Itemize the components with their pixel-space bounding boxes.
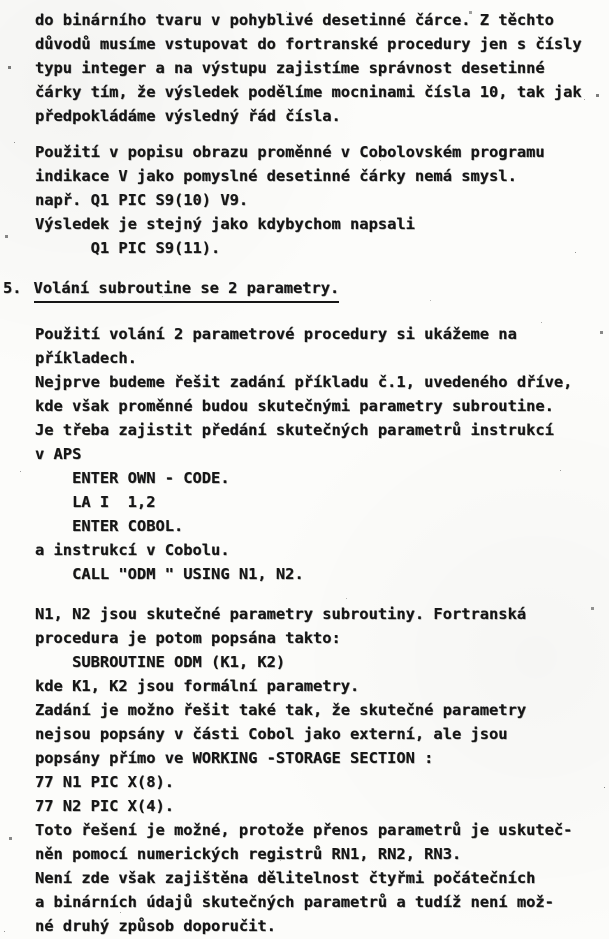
section-heading-subroutine [3, 276, 609, 300]
paragraph-picture-clause [35, 140, 609, 260]
text-line: Použití volání 2 parametrové procedury si ukážeme na [35, 325, 517, 343]
paragraph-parameters-discussion [35, 602, 609, 938]
text-line: Výsledek je stejný jako kdybychom napsali [35, 215, 415, 233]
text-line: do binárního tvaru v pohyblivé desetinné čárce. Z těchto [35, 11, 554, 29]
text-line: a instrukcí v Cobolu. [35, 541, 230, 559]
text-line: kde K1, K2 jsou formální parametry. [35, 677, 360, 695]
text-line: příkladech. [35, 349, 137, 367]
text-line: kde však proměnné budou skutečnými parametry subroutine. [35, 397, 554, 415]
text-line: né druhý způsob doporučit. [35, 917, 276, 935]
text-line: Není zde však zajištěna dělitelnost čtyřmi počátečních [35, 869, 536, 887]
text-line: předpokládáme výsledný řád čísla. [35, 107, 341, 125]
heading-title: Volání subroutine se 2 parametry. [34, 276, 340, 303]
text-line: LA I 1,2 [35, 493, 156, 511]
text-line: Je třeba zajistit předání skutečných parametrů instrukcí [35, 421, 554, 439]
text-line: N1, N2 jsou skutečné parametry subroutiny. Fortranská [35, 605, 527, 623]
text-line: CALL "ODM " USING N1, N2. [35, 565, 304, 583]
text-line: typu integer a na výstupu zajistíme správnost desetinné [35, 59, 545, 77]
heading-number: 5. [3, 279, 22, 297]
text-line: ENTER OWN - CODE. [35, 469, 230, 487]
text-line: něn pomocí numerických registrů RN1, RN2, RN3. [35, 845, 462, 863]
text-line: 77 N2 PIC X(4). [35, 797, 174, 815]
paragraph-binary-conversion [35, 8, 609, 128]
text-line: Použití v popisu obrazu proměnné v Cobolovském programu [35, 143, 545, 161]
text-line: nejsou popsány v části Cobol jako externí, ale jsou [35, 725, 508, 743]
text-line: Q1 PIC S9(11). [35, 239, 221, 257]
text-line: Zadání je možno řešit také tak, že skutečné parametry [35, 701, 527, 719]
text-line: popsány přímo ve WORKING -STORAGE SECTION : [35, 749, 434, 767]
text-line: SUBROUTINE ODM (K1, K2) [35, 653, 286, 671]
text-line: čárky tím, že výsledek podělíme mocninami čísla 10, tak jak [35, 83, 582, 101]
text-line: indikace V jako pomyslné desetinné čárky nemá smysl. [35, 167, 517, 185]
paragraph-call-example [35, 322, 609, 586]
text-line: v APS [35, 445, 82, 463]
text-line: důvodů musíme vstupovat do fortranské procedury jen s čísly [35, 35, 582, 53]
text-line: 77 N1 PIC X(8). [35, 773, 174, 791]
text-line: Toto řešení je možné, protože přenos parametrů je uskuteč- [35, 821, 573, 839]
text-line: procedura je potom popsána takto: [35, 629, 341, 647]
text-line: a binárních údajů skutečných parametrů a tudíž není mož- [35, 893, 554, 911]
text-line: např. Q1 PIC S9(10) V9. [35, 191, 249, 209]
text-line: ENTER COBOL. [35, 517, 184, 535]
text-line: Nejprve budeme řešit zadání příkladu č.1, uvedeného dříve, [35, 373, 573, 391]
